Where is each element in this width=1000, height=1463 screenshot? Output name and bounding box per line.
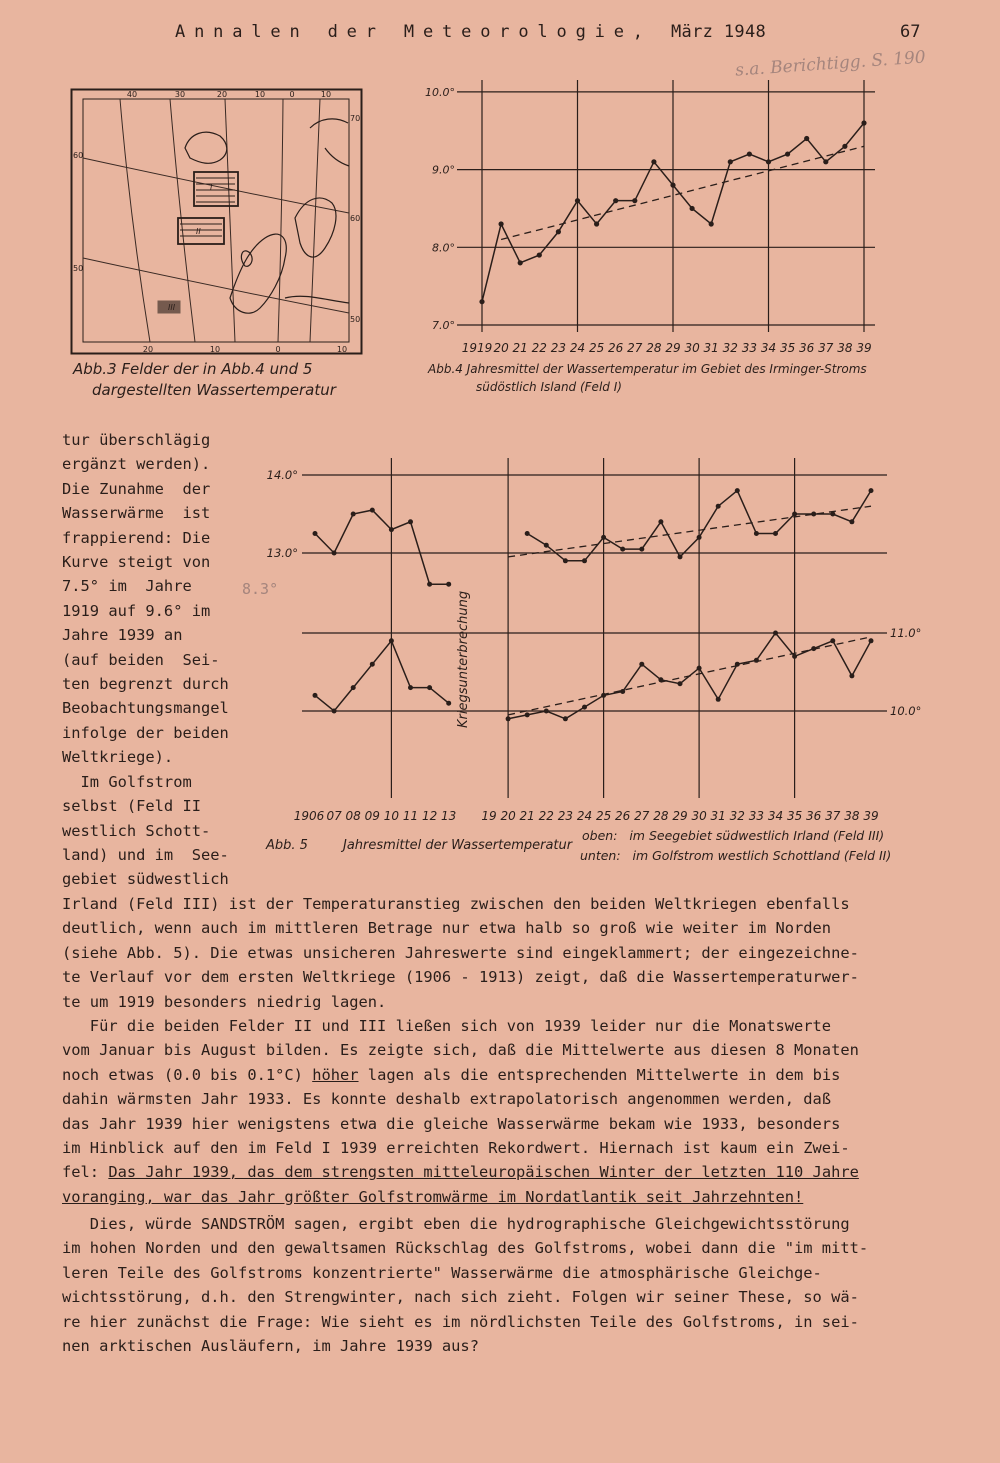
fig4-y-tick-label: 8.0° [432,241,455,255]
fig5-upper-before-line [315,510,449,584]
fig5-y-tick-label-left: 14.0° [266,468,298,482]
fig5-lower-after-data-point [678,681,683,686]
fig5-x-tick-label: 37 [825,809,841,823]
fig5-x-tick-label: 07 [326,809,342,823]
fig4-data-point [651,159,656,164]
fig4-data-point [479,299,484,304]
fig4-x-tick-label: 26 [608,341,624,355]
fig5-x-tick-label: 26 [615,809,631,823]
fig4-data-point [785,151,790,156]
fig4-data-point [537,252,542,257]
fig4-caption-line2: südöstlich Island (Feld I) [476,380,622,394]
fig5-lower-after-data-point [506,716,511,721]
fig5-upper-after-data-point [849,519,854,524]
fig5-caption-label: Abb. 5 [266,838,308,853]
fig5-upper-after-data-point [639,547,644,552]
fig3-bottom-label: 10 [209,345,221,354]
fig5-x-tick-label: 10 [383,809,400,823]
running-header [175,22,766,42]
fig4-y-tick-label: 7.0° [432,319,455,332]
fig5-x-tick-label: 28 [653,809,669,823]
fig3-right-label: 70 [350,114,361,123]
fig5-lower-trend-line [508,637,871,715]
fig3-top-label: 0 [289,90,295,99]
fig3-right-label: 60 [350,214,361,223]
fig5-lower-before-data-point [370,662,375,667]
fig3-right-label: 50 [350,315,361,324]
conclusion-underlined: Das Jahr 1939, das dem strengsten mitteleuropäischen Winter der letzten 110 Jahre voranging, war das Jahr größter Golfstromwärme im Nordatlantik seit Jahrzehnten! [62,1163,859,1206]
fig5-x-tick-label: 25 [595,809,612,823]
fig5-x-tick-label: 11 [402,809,419,823]
fig5-y-tick-label-left: 13.0° [266,546,298,560]
fig5-upper-after-data-point [601,535,606,540]
paragraph-2 [62,1014,859,1209]
fig5-lower-before-data-point [389,638,394,643]
fig5-lower-after-data-point [849,673,854,678]
fig5-x-tick-label: 08 [345,809,361,823]
fig4-x-tick-label: 30 [684,341,700,355]
fig5-lower-after-data-point [563,716,568,721]
fig5-upper-after-data-point [620,547,625,552]
fig5-x-tick-label: 38 [844,809,860,823]
fig3-bottom-label: 20 [142,345,154,354]
fig4-data-point [747,151,752,156]
fig5-x-tick-label: 21 [519,809,535,823]
fig3-top-label: 20 [216,90,228,99]
fig5-y-tick-label-right: 11.0° [890,626,922,640]
fig4-data-point [709,221,714,226]
fig4-chart [425,80,895,360]
fig5-x-tick-label: 09 [364,809,380,823]
side-margin-note: 8.3° [242,580,279,598]
fig5-chart [262,458,932,828]
fig5-x-tick-label: 1906 [293,809,325,823]
fig5-lower-after-data-point [639,662,644,667]
fig4-x-tick-label: 33 [741,341,758,355]
fig4-x-tick-label: 38 [837,341,853,355]
fig4-data-point [499,221,504,226]
war-interruption-label: Kriegsunterbrechung [456,590,471,728]
fig4-data-point [575,198,580,203]
fig4-x-tick-label: 21 [512,341,528,355]
fig5-x-tick-label: 29 [672,809,688,823]
fig4-x-tick-label: 39 [856,341,872,355]
fig5-lower-before-data-point [351,685,356,690]
fig5-upper-after-data-point [658,519,663,524]
fig5-x-tick-label: 22 [538,809,554,823]
fig4-x-tick-label: 36 [799,341,815,355]
fig4-data-point [804,136,809,141]
fig4-x-tick-label: 28 [646,341,662,355]
fig5-x-tick-label: 30 [691,809,707,823]
fig4-data-point [690,206,695,211]
fig5-upper-after-data-point [773,531,778,536]
fig5-lower-before-data-point [332,709,337,714]
side-column-text: tur überschlägig ergänzt werden). Die Zunahme der Wasserwärme ist frappierend: Die Kurve steigt von 7.5° im Jahre 1919 auf 9.6° im Jahre 1939 an (auf beiden Sei- ten begrenzt durch Beobachtungsmangel infolge der beiden Weltkriege). Im Golfstrom selbst (Feld II westlich Schott- land) und im See- gebiet südwestlich [62,431,229,889]
fig4-data-point [670,183,675,188]
fig5-lower-after-data-point [716,697,721,702]
fig5-lower-after-data-point [697,666,702,671]
fig5-upper-after-data-point [716,504,721,509]
fig5-upper-before-data-point [313,531,318,536]
pencil-note: s.a. Berichtigg. S. 190 [734,47,927,81]
fig4-data-point [594,221,599,226]
fig5-x-tick-label: 35 [786,809,803,823]
fig5-x-tick-label: 24 [576,809,593,823]
fig5-lower-after-data-point [544,709,549,714]
fig4-data-point [842,144,847,149]
fig3-caption-line2: dargestellten Wassertemperatur [92,381,336,399]
fig3-caption-line1: Abb.3 Felder der in Abb.4 und 5 [73,360,313,378]
fig4-data-point [728,159,733,164]
fig5-x-tick-label: 36 [806,809,822,823]
fig4-data-point [632,198,637,203]
fig5-lower-before-data-point [427,685,432,690]
journal-title: Annalen der Meteorologie, [175,22,652,42]
fig5-upper-after-data-point [525,531,530,536]
fig4-x-tick-label: 27 [627,341,643,355]
fig5-upper-before-data-point [408,519,413,524]
fig5-upper-before-data-point [427,582,432,587]
fig4-x-tick-label: 32 [722,341,738,355]
fig5-lower-before-data-point [408,685,413,690]
fig5-upper-after-data-point [697,535,702,540]
fig5-upper-after-data-point [869,488,874,493]
fig4-data-point [613,198,618,203]
paragraph-1: Irland (Feld III) ist der Temperaturanstieg zwischen den beiden Weltkriegen ebenfalls deutlich, wenn auch im mittleren Betrage nur etwa halb so groß wie weiter im Norden (siehe Abb. 5). Die etwas unsicheren Jahreswerte sind eingeklammert; der eingezeichne- te Verlauf vor dem ersten Weltkriege (1906 - 1913) zeigt, daß die Wassertemperaturwer- te um 1919 besonders niedrig lagen. [62,895,859,1011]
fig4-x-tick-label: 1919 [461,341,493,355]
fig5-upper-after-data-point [563,558,568,563]
fig4-data-point [556,229,561,234]
fig5-x-tick-label: 23 [557,809,574,823]
fig4-trend-line [501,146,864,239]
fig4-x-tick-label: 31 [703,341,719,355]
fig5-upper-after-data-point [678,554,683,559]
fig5-lower-before-data-point [313,693,318,698]
fig5-x-tick-label: 39 [863,809,879,823]
fig5-upper-before-data-point [370,508,375,513]
fig5-lower-after-data-point [792,654,797,659]
fig4-y-tick-label: 9.0° [432,163,455,177]
fig4-x-tick-label: 25 [588,341,605,355]
fig4-x-tick-label: 29 [665,341,681,355]
fig3-top-label: 40 [126,90,138,99]
fig4-x-tick-label: 35 [779,341,796,355]
fig5-lower-after-data-point [525,712,530,717]
fig3-top-label: 30 [174,90,186,99]
fig3-top-label: 10 [254,90,266,99]
fig5-caption-title: Jahresmittel der Wassertemperatur [343,838,573,853]
fig5-upper-after-data-point [754,531,759,536]
fig5-x-tick-label: 34 [767,809,784,823]
fig5-x-tick-label: 13 [441,809,457,823]
fig5-x-tick-label: 19 [481,809,497,823]
fig5-lower-before-data-point [446,701,451,706]
fig5-lower-after-data-point [830,638,835,643]
fig5-upper-before-data-point [389,527,394,532]
fig4-caption-line1: Abb.4 Jahresmittel der Wassertemperatur im Gebiet des Irminger-Stroms [428,362,867,376]
fig3-bottom-label: 10 [336,345,348,354]
fig3-map [70,88,364,356]
fig4-x-tick-label: 34 [760,341,777,355]
fig5-lower-after-data-point [620,689,625,694]
fig3-field-label: I [210,183,213,192]
fig5-x-tick-label: 33 [748,809,765,823]
fig5-lower-after-data-point [869,638,874,643]
fig5-upper-before-data-point [332,551,337,556]
fig3-left-label: 60 [73,151,84,160]
fig5-x-tick-label: 31 [710,809,726,823]
fig5-upper-after-data-point [735,488,740,493]
paragraph-2-b: lagen als die entsprechenden Mittelwerte in dem bis dahin wärmsten Jahr 1933. Es konnte deshalb extrapolatorisch angenommen werden, daß das Jahr 1939 hier wenigstens etwa die gleiche Wasserwärme bekam wie 1933, besonders im Hinblick auf den im Feld I 1939 erreichten Rekordwert. Hiernach ist kaum ein Zwei- fel: [62,1065,850,1182]
fig4-data-point [823,159,828,164]
fig5-upper-after-data-point [544,543,549,548]
fig5-x-tick-label: 32 [729,809,745,823]
fig5-lower-after-data-point [773,631,778,636]
fig4-x-tick-label: 20 [493,341,509,355]
fig5-caption-lower: unten: im Golfstrom westlich Schottland (Feld II) [580,848,892,863]
fig5-upper-after-data-point [582,558,587,563]
fig5-caption-upper: oben: im Seegebiet südwestlich Irland (Feld III) [582,828,885,843]
fig5-upper-before-data-point [446,582,451,587]
fig4-x-tick-label: 37 [818,341,834,355]
fig4-x-tick-label: 23 [550,341,567,355]
field-I-hatch [194,172,238,206]
fig3-bottom-label: 0 [275,345,281,354]
fig5-x-tick-label: 27 [634,809,650,823]
field-II-hatch [178,218,224,244]
fig5-upper-before-data-point [351,512,356,517]
fig4-data-point [518,260,523,265]
fig3-left-label: 50 [73,264,84,273]
fig3-top-label: 10 [320,90,332,99]
paragraph-3: Dies, würde SANDSTRÖM sagen, ergibt eben die hydrographische Gleichgewichtsstörung im hohen Norden und den gewaltsamen Rückschlag des Golfstroms, wobei dann die "im mitt- leren Teile des Golfstroms konzentrierte" Wasserwärme die atmosphärische Gleichge- wichtsstörung, d.h. den Strengwinter, nach sich zieht. Folgen wir seiner These, so wä- re hier zunächst die Frage: Wie sieht es im nördlichsten Teile des Golfstroms, in sei- nen arktischen Ausläufern, im Jahre 1939 aus? [62,1215,869,1356]
fig4-y-tick-label: 10.0° [425,85,455,99]
fig5-x-tick-label: 12 [421,809,438,823]
fig4-data-point [766,159,771,164]
fig5-lower-before-line [315,641,449,711]
paragraph-2-a: Für die beiden Felder II und III ließen sich von 1939 leider nur die Monatswerte vom Januar bis August bilden. Es zeigte sich, daß die Mittelwerte aus diesen 8 Monaten noch etwas (0.0 bis 0.1°C) [62,1017,859,1084]
fig4-x-tick-label: 24 [569,341,586,355]
fig3-field-label: III [168,303,176,312]
fig5-upper-after-data-point [792,512,797,517]
fig5-x-tick-label: 20 [500,809,516,823]
issue-date: März 1948 [670,22,767,42]
fig4-data-point [861,120,866,125]
emphasis-hoeher: höher [312,1065,359,1084]
page-number: 67 [900,22,921,42]
fig5-lower-after-data-point [582,705,587,710]
fig5-y-tick-label-right: 10.0° [890,704,922,718]
fig3-field-label: II [196,227,201,236]
fig4-x-tick-label: 22 [531,341,547,355]
